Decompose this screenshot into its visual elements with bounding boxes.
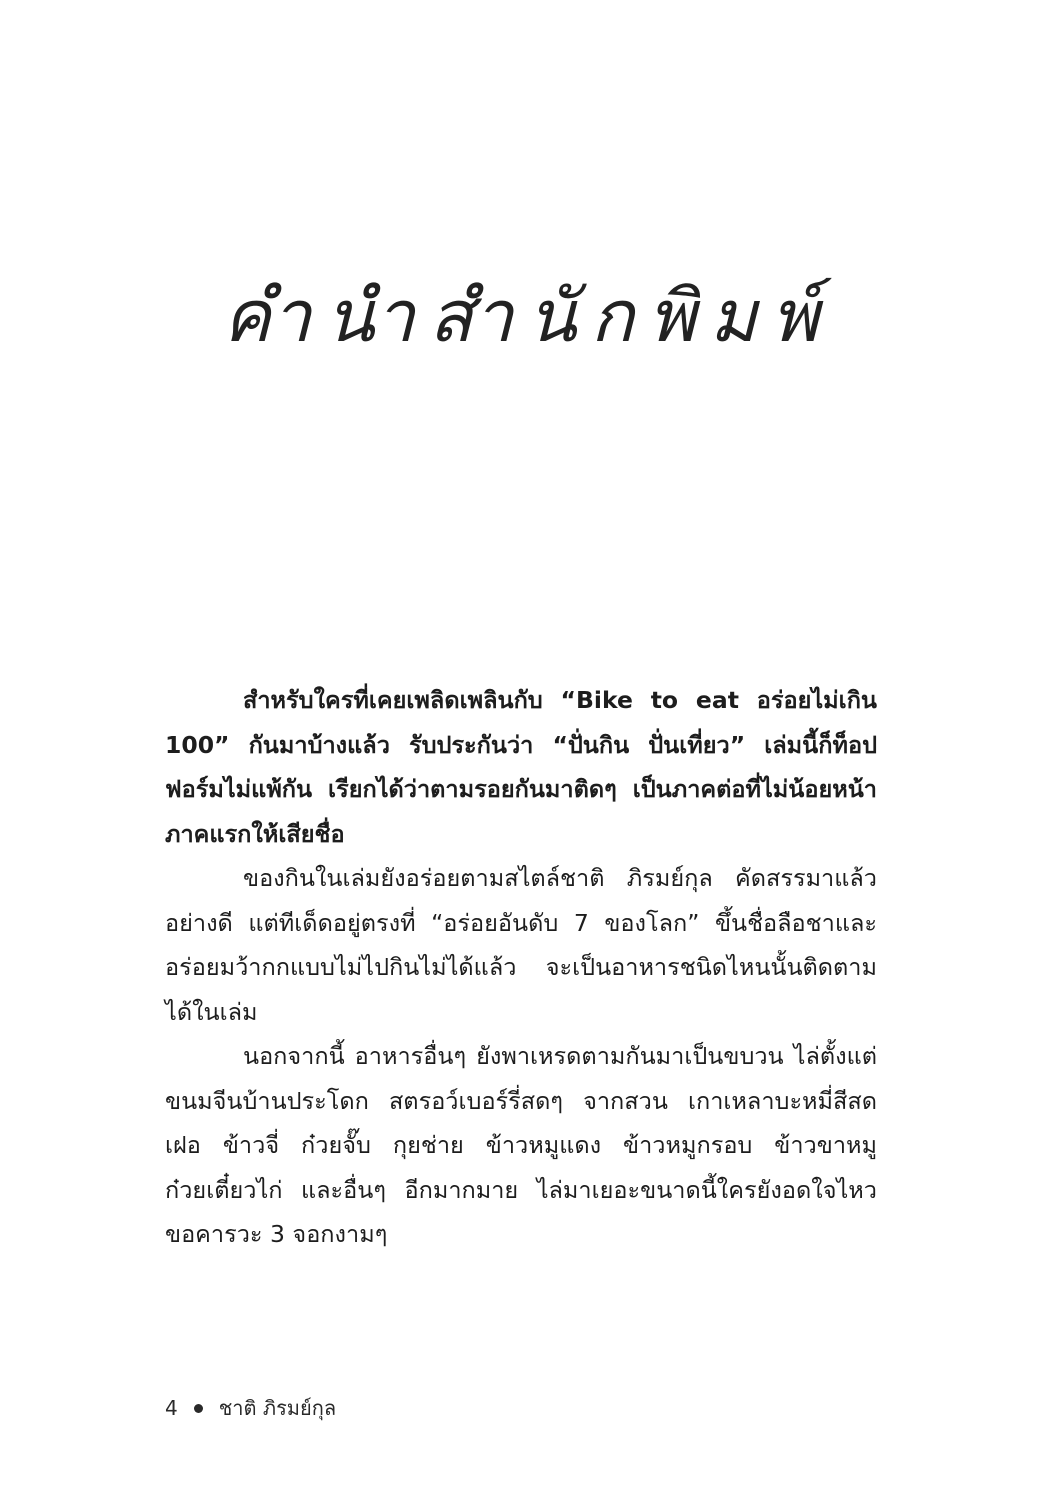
paragraph-food-highlight: ของกินในเล่มยังอร่อยตามสไตล์ชาติ ภิรมย์กุล คัดสรรมาแล้วอย่างดี แต่ทีเด็ดอยู่ตรงที่ “อร่อยอันดับ 7 ของโลก” ขึ้นชื่อลือชาและอร่อยมว้ากกแบบไม่ไปกินไม่ได้แล้ว จะเป็นอาหารชนิดไหนนั้นติดตามได้ในเล่ม bbox=[165, 864, 877, 1026]
bullet-dot-icon bbox=[194, 1404, 203, 1413]
author-name: ชาติ ภิรมย์กุล bbox=[218, 1396, 337, 1420]
paragraph-food-list: นอกจากนี้ อาหารอื่นๆ ยังพาเหรดตามกันมาเป็นขบวน ไล่ตั้งแต่ ขนมจีนบ้านประโดก สตรอว์เบอร์รี่สดๆ จากสวน เกาเหลาบะหมี่สีสด เฝอ ข้าวจี่ ก๋วยจั๊บ กุยช่าย ข้าวหมูแดง ข้าวหมูกรอบ ข้าวขาหมู ก๋วยเตี๋ยวไก่ และอื่นๆ อีกมากมาย ไล่มาเยอะขนาดนี้ใครยังอดใจไหว ขอคารวะ 3 จอกงามๆ bbox=[165, 1042, 877, 1248]
page-number: 4 bbox=[165, 1396, 178, 1420]
paragraph-intro: สำหรับใครที่เคยเพลิดเพลินกับ “Bike to eat อร่อยไม่เกิน 100” กันมาบ้างแล้ว รับประกันว่า “ปั่นกิน ปั่นเที่ยว” เล่มนี้ก็ท็อปฟอร์มไม่แพ้กัน เรียกได้ว่าตามรอยกันมาติดๆ เป็นภาคต่อที่ไม่น้อยหน้าภาคแรกให้เสียชื่อ bbox=[165, 686, 877, 848]
chapter-title: คำนำสำนักพิมพ์ bbox=[222, 274, 833, 359]
page-footer bbox=[165, 1392, 336, 1424]
body-text bbox=[165, 678, 877, 1257]
